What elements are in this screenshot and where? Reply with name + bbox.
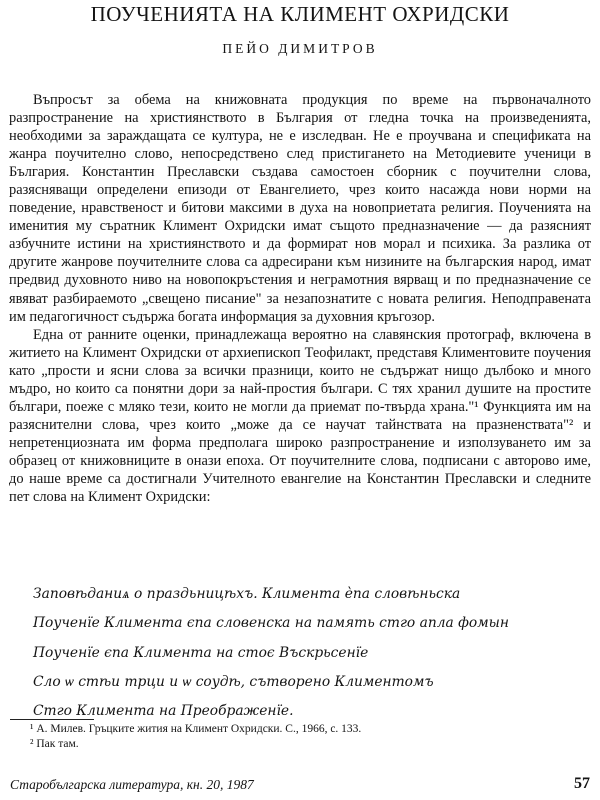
footnote: ² Пак там. (30, 737, 79, 750)
page-number: 57 (574, 775, 590, 792)
church-slavonic-title: Заповѣданиѧ о праздьницѣхъ. Климента ѐпа словѣньска (33, 586, 461, 602)
church-slavonic-title: Стго Климента на Преображенїе. (33, 703, 294, 720)
article-body (9, 91, 591, 506)
church-slavonic-title-list (33, 580, 593, 726)
author-name: ПЕЙО ДИМИТРОВ (222, 41, 378, 56)
article-title: ПОУЧЕНИЯТА НА КЛИМЕНТ ОХРИДСКИ (90, 2, 510, 26)
church-slavonic-title: Сло ѡ стѣи трци и ѡ соудѣ, сътворено Климентомъ (33, 673, 434, 690)
church-slavonic-title: Поученїе єпа Климента на стоє Въскрьсенїе (33, 644, 369, 661)
church-slavonic-title: Поученїе Климента єпа словенска на память стго апла фомын (33, 615, 509, 632)
footnote: ¹ А. Милев. Гръцките жития на Климент Охридски. С., 1966, с. 133. (30, 723, 362, 735)
page-footer (10, 775, 592, 797)
journal-citation: Старобългарска литература, кн. 20, 1987 (10, 777, 254, 792)
body-paragraph: Въпросът за обема на книжовната продукция по време на първоначалното разпространение на християнството в България от гледна точка на произведенията, необходими за зараждащата се култура, не е изследван. Не е проучвана и спецификата на жанра поучително слово, непосредствено след пристигането на Методиевите ученици в България. Константин Преславски създава самостоен сборник с поучителни слова, разясняващи определени епизоди от Евангелието, чрез които насажда нови норми на поведение, нравственост и битови максими в духа на новоприетата религия. Поученията на именития му съратник Климент Охридски имат същото предназначение — да разясният азбучните истини на християнството и да формират нов морал и психика. За разлика от другите жанрове поучителните слова са адресирани към низините на българския народ, имат предвид духовното ниво на новопокръстения и неграмотния вярващ и по предназначение се явяват разбираемото „свещено писание" за незапознатите с новата религия. Неподправената им педагогичност съдържа богата информация за духовния кръгозор. (9, 92, 591, 325)
footnote-divider (10, 719, 94, 720)
body-paragraph: Една от ранните оценки, принадлежаща вероятно на славянския протограф, включена в житието на Климент Охридски от архиепископ Теофилакт, представя Климентовите поучения като „прости и ясни слова за всички празници, които не съдържат нищо дълбоко и много мъдро, но които са понятни дори за най-простия българи. С тях хранил душите на простите българи, поеже с мляко тези, които не могли да приемат по-твърда храна."¹ Функцията им на разяснителни слова, чрез които „може да се научат тайнствата на празненствата"² и непретенциозната им форма предполага широко разпространение и използуването им за образец от книжовниците в онази епоха. От поучителните слова, подписани с авторово име, до наше време са достигнали Учителното евангелие на Константин Преславски и следните пет слова на Климент Охридски: (9, 326, 591, 506)
footnotes (30, 722, 590, 751)
